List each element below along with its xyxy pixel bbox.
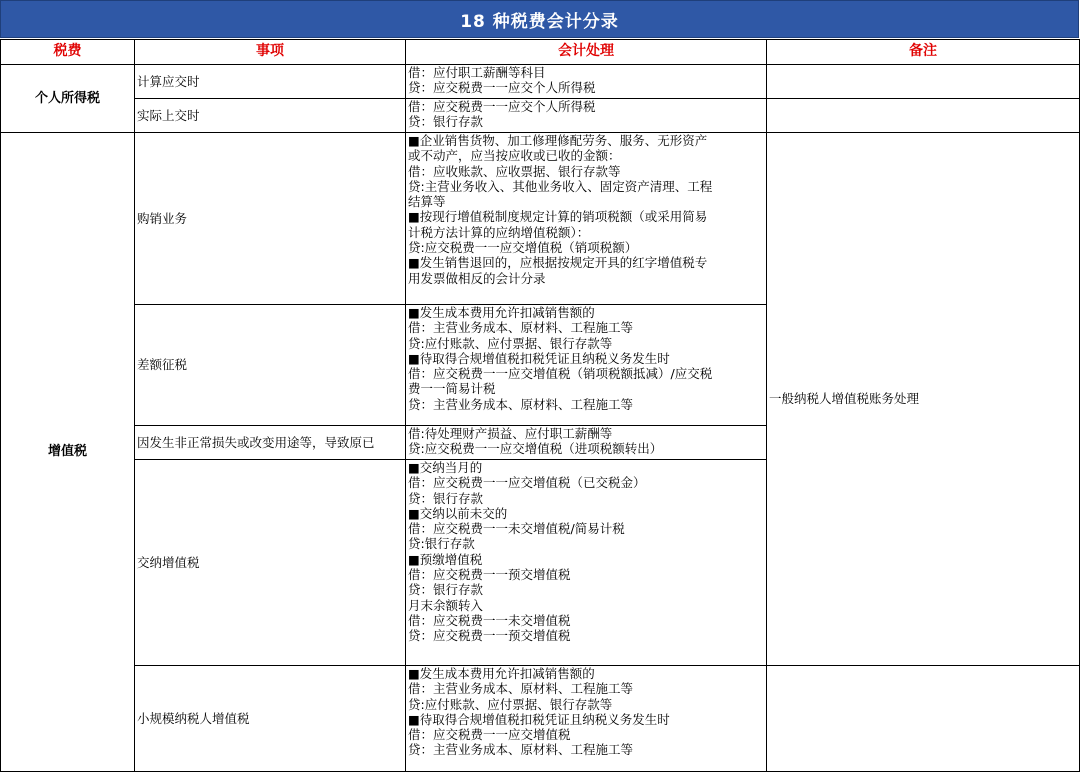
entry-line: 月末余额转入 <box>408 597 484 613</box>
note-cell <box>767 65 1080 99</box>
entry-line: ■发生销售退回的，应根据按规定开具的红字增值税专 <box>408 255 708 271</box>
entry-line: 费一一简易计税 <box>408 381 496 397</box>
entry-line: 借：应交税费一一未交增值税 <box>408 612 571 628</box>
entry-line: 贷:应交税费一一应交增值税（销项税额） <box>408 240 638 256</box>
entry-line: ■预缴增值税 <box>408 551 483 567</box>
accounting-cell <box>406 666 767 772</box>
header-note: 备注 <box>767 40 1080 65</box>
entry-line: 计税方法计算的应纳增值税额）： <box>408 224 590 240</box>
entry-line: 借：应交税费一一应交个人所得税 <box>408 99 596 114</box>
entry-line: 贷：银行存款 <box>408 114 484 130</box>
accounting-table <box>0 39 1080 772</box>
entry-line: 借：应交税费一一应交增值税（销项税额抵减）/应交税 <box>408 366 713 382</box>
header-accounting: 会计处理 <box>406 40 767 65</box>
entry-line: ■交纳当月的 <box>408 460 483 475</box>
entry-line: ■交纳以前未交的 <box>408 505 508 521</box>
tax-cell-vat: 增值税 <box>1 133 135 772</box>
entry-line: 贷:应付账款、应付票据、银行存款等 <box>408 696 613 712</box>
entry-line: 借：应付职工薪酬等科目 <box>408 65 546 80</box>
item-cell: 购销业务 <box>135 133 406 305</box>
entry-line: 贷：应交税费一一预交增值税 <box>408 628 571 644</box>
entry-line: ■按现行增值税制度规定计算的销项税额（或采用简易 <box>408 209 708 225</box>
item-cell: 实际上交时 <box>135 99 406 133</box>
entry-line: 贷：应交税费一一应交个人所得税 <box>408 80 596 96</box>
table-row <box>1 133 1080 305</box>
entry-line: 借：主营业务成本、原材料、工程施工等 <box>408 320 634 336</box>
entry-line: ■企业销售货物、加工修理修配劳务、服务、无形资产 <box>408 133 708 148</box>
note-cell <box>767 666 1080 772</box>
note-cell-vat: 一般纳税人增值税账务处理 <box>767 133 1080 666</box>
accounting-cell <box>406 426 767 460</box>
item-cell: 小规模纳税人增值税 <box>135 666 406 772</box>
entry-line: ■待取得合规增值税扣税凭证且纳税义务发生时 <box>408 711 670 727</box>
header-tax: 税费 <box>1 40 135 65</box>
table-row <box>1 666 1080 772</box>
item-cell: 因发生非正常损失或改变用途等，导致原已 <box>135 426 406 460</box>
entry-line: 借：应交税费一一预交增值税 <box>408 567 571 583</box>
accounting-cell <box>406 305 767 426</box>
entry-line: 结算等 <box>408 194 446 210</box>
entry-line: 贷:银行存款 <box>408 536 475 552</box>
entry-line: ■待取得合规增值税扣税凭证且纳税义务发生时 <box>408 350 670 366</box>
entry-line: ■发生成本费用允许扣减销售额的 <box>408 666 595 681</box>
item-cell: 计算应交时 <box>135 65 406 99</box>
entry-line: 贷：主营业务成本、原材料、工程施工等 <box>408 742 634 758</box>
accounting-cell <box>406 99 767 133</box>
entry-line: 贷:主营业务收入、其他业务收入、固定资产清理、工程 <box>408 178 713 194</box>
entry-line: 贷：银行存款 <box>408 490 484 506</box>
entry-line: 借：应交税费一一未交增值税/简易计税 <box>408 521 625 537</box>
accounting-cell <box>406 460 767 666</box>
accounting-cell <box>406 133 767 305</box>
tax-cell-iit: 个人所得税 <box>1 65 135 133</box>
entry-line: 借：应交税费一一应交增值税 <box>408 727 571 743</box>
item-cell: 交纳增值税 <box>135 460 406 666</box>
entry-line: 借:待处理财产损益、应付职工薪酬等 <box>408 426 613 441</box>
entry-line: 贷：主营业务成本、原材料、工程施工等 <box>408 396 634 412</box>
entry-line: 贷：银行存款 <box>408 582 484 598</box>
entry-line: 或不动产，应当按应收或已收的金额： <box>408 148 621 164</box>
note-cell <box>767 99 1080 133</box>
table-row <box>1 99 1080 133</box>
entry-line: 贷:应交税费一一应交增值税（进项税额转出） <box>408 441 663 457</box>
table-row <box>1 65 1080 99</box>
header-row <box>1 40 1080 65</box>
entry-line: ■发生成本费用允许扣减销售额的 <box>408 305 595 320</box>
header-item: 事项 <box>135 40 406 65</box>
entry-line: 借：主营业务成本、原材料、工程施工等 <box>408 681 634 697</box>
sheet-title: 18 种税费会计分录 <box>0 0 1079 38</box>
entry-line: 用发票做相反的会计分录 <box>408 270 546 286</box>
accounting-cell <box>406 65 767 99</box>
entry-line: 借：应交税费一一应交增值税（已交税金） <box>408 475 646 491</box>
entry-line: 借：应收账款、应收票据、银行存款等 <box>408 163 621 179</box>
entry-line: 贷:应付账款、应付票据、银行存款等 <box>408 335 613 351</box>
item-cell: 差额征税 <box>135 305 406 426</box>
